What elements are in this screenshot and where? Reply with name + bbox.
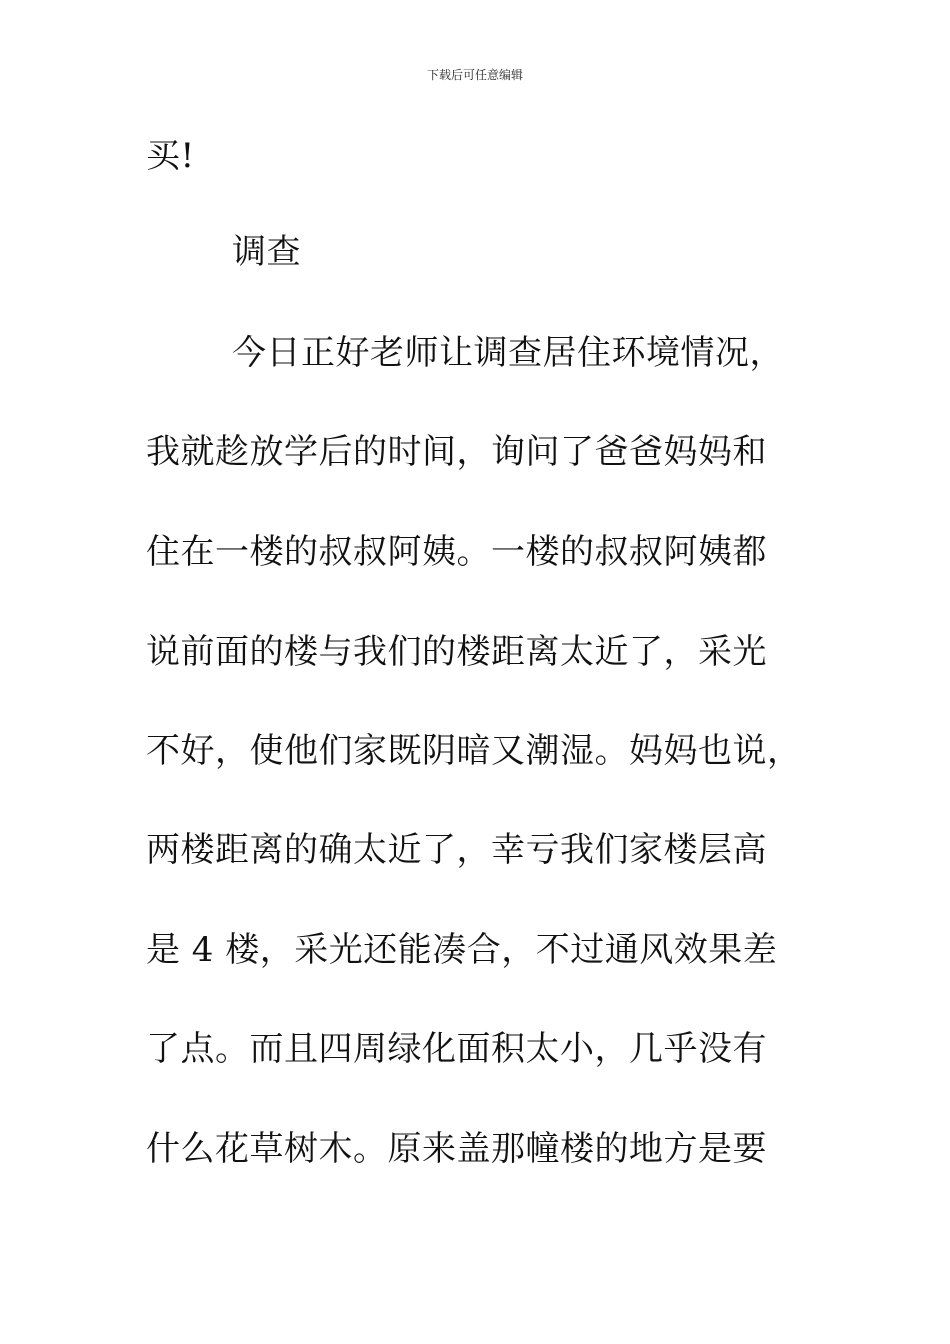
text-line: 今日正好老师让调查居住环境情况， bbox=[232, 333, 784, 373]
page-header: 下载后可任意编辑 bbox=[426, 68, 523, 82]
text-line: 我就趁放学后的时间，询问了爸爸妈妈和 bbox=[146, 432, 767, 472]
section-title: 调查 bbox=[232, 232, 301, 272]
text-line: 住在一楼的叔叔阿姨。一楼的叔叔阿姨都 bbox=[146, 532, 767, 572]
text-line: 两楼距离的确太近了，幸亏我们家楼层高 bbox=[146, 830, 767, 870]
text-line: 什么花草树木。原来盖那幢楼的地方是要 bbox=[146, 1129, 767, 1169]
text-line: 了点。而且四周绿化面积太小，几乎没有 bbox=[146, 1029, 767, 1069]
text-line: 不好，使他们家既阴暗又潮湿。妈妈也说， bbox=[146, 731, 802, 771]
text-line: 是 4 楼，采光还能凑合，不过通风效果差 bbox=[146, 930, 778, 970]
text-line: 买! bbox=[146, 136, 195, 176]
text-line: 说前面的楼与我们的楼距离太近了，采光 bbox=[146, 632, 767, 672]
